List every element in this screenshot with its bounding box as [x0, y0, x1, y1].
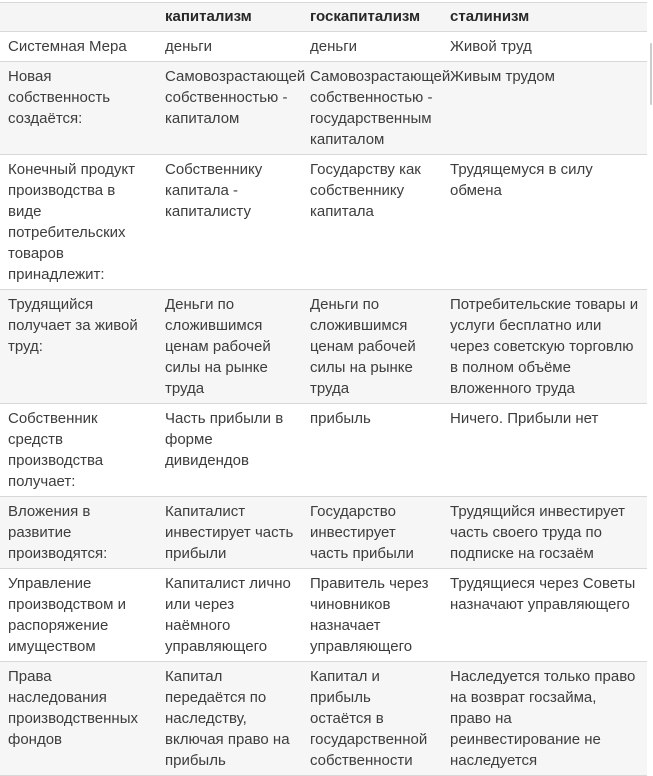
row-label-cell: Новая собственность создаётся: — [0, 62, 157, 155]
table-row — [0, 290, 647, 404]
row-label-cell: Собственник средств производства получает: — [0, 404, 157, 497]
data-cell: Капиталист лично или через наёмного управляющего — [157, 569, 302, 662]
col-header-empty — [0, 3, 157, 32]
row-label-cell: Права наследования производственных фондов — [0, 662, 157, 776]
data-cell: Капитал и прибыль остаётся в государственной собственности — [302, 662, 442, 776]
data-cell: Живым трудом — [442, 62, 647, 155]
data-cell: Часть прибыли в форме дивидендов — [157, 404, 302, 497]
table-row — [0, 62, 647, 155]
data-cell: Самовозрастающей собственностью - капиталом — [157, 62, 302, 155]
data-cell: Наследуется только право на возврат госзайма, право на реинвестирование не наследуется — [442, 662, 647, 776]
col-header-goskapitalizm: госкапитализм — [302, 3, 442, 32]
table-row — [0, 155, 647, 290]
data-cell: Капиталист инвестирует часть прибыли — [157, 497, 302, 569]
table-row — [0, 569, 647, 662]
data-cell: Самовозрастающей собственностью - государственным капиталом — [302, 62, 442, 155]
data-cell: Ничего. Прибыли нет — [442, 404, 647, 497]
data-cell: Капитал передаётся по наследству, включая право на прибыль — [157, 662, 302, 776]
data-cell: Трудящемуся в силу обмена — [442, 155, 647, 290]
data-cell: прибыль — [302, 404, 442, 497]
data-cell: деньги — [157, 32, 302, 62]
data-cell: Живой труд — [442, 32, 647, 62]
row-label-cell: Вложения в развитие производятся: — [0, 497, 157, 569]
data-cell: Государству как собственнику капитала — [302, 155, 442, 290]
scrollbar-thumb[interactable] — [650, 43, 652, 105]
table-row — [0, 404, 647, 497]
table-row — [0, 662, 647, 776]
data-cell: Деньги по сложившимся ценам рабочей силы на рынке труда — [157, 290, 302, 404]
row-label-cell: Трудящийся получает за живой труд: — [0, 290, 157, 404]
data-cell: деньги — [302, 32, 442, 62]
data-cell: Правитель через чиновников назначает управляющего — [302, 569, 442, 662]
table-row — [0, 497, 647, 569]
data-cell: Государство инвестирует часть прибыли — [302, 497, 442, 569]
row-label-cell: Управление производством и распоряжение имуществом — [0, 569, 157, 662]
row-label-cell: Системная Мера — [0, 32, 157, 62]
data-cell: Трудящиеся через Советы назначают управляющего — [442, 569, 647, 662]
comparison-table — [0, 2, 647, 776]
header-row — [0, 3, 647, 32]
col-header-stalinizm: сталинизм — [442, 3, 647, 32]
data-cell: Собственнику капитала - капиталисту — [157, 155, 302, 290]
data-cell: Потребительские товары и услуги бесплатно или через советскую торговлю в полном объёме вложенного труда — [442, 290, 647, 404]
table-row — [0, 32, 647, 62]
data-cell: Трудящийся инвестирует часть своего труда по подписке на госзаём — [442, 497, 647, 569]
row-label-cell: Конечный продукт производства в виде потребительских товаров принадлежит: — [0, 155, 157, 290]
data-cell: Деньги по сложившимся ценам рабочей силы на рынке труда — [302, 290, 442, 404]
col-header-kapitalizm: капитализм — [157, 3, 302, 32]
